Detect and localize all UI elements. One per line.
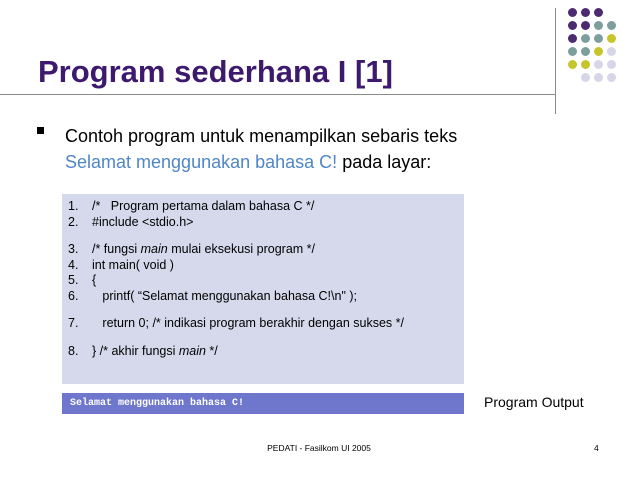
decorative-dot: [594, 60, 603, 69]
decorative-dot: [607, 60, 616, 69]
code-text: } /* akhir fungsi: [92, 343, 179, 358]
code-line: [68, 258, 464, 274]
decorative-dot: [607, 34, 616, 43]
code-line: [68, 242, 464, 258]
code-text-italic: main: [140, 242, 168, 256]
code-text: #include <stdio.h>: [92, 214, 194, 229]
code-text-italic: main: [178, 343, 206, 358]
highlighted-message: Selamat menggunakan bahasa C!: [65, 152, 338, 172]
line-number: 2.: [68, 214, 79, 229]
line-number: 5.: [68, 273, 79, 287]
decorative-dot: [581, 8, 590, 17]
decorative-dot: [607, 73, 616, 82]
title-underline: [0, 94, 555, 95]
decorative-dot: [594, 8, 603, 17]
decorative-dot: [568, 34, 577, 43]
page-number: 4: [594, 443, 599, 453]
decorative-dot: [568, 47, 577, 56]
decorative-dot-grid: [568, 8, 638, 98]
code-text: {: [92, 273, 97, 287]
decorative-dot: [594, 34, 603, 43]
decorative-dot: [581, 21, 590, 30]
code-line: [68, 289, 464, 305]
decorative-dot: [568, 60, 577, 69]
line-number: 3.: [68, 242, 79, 256]
decorative-dot: [594, 47, 603, 56]
program-output-label: Program Output: [484, 394, 584, 410]
line-number: 8.: [68, 343, 79, 358]
decorative-dot: [607, 21, 616, 30]
code-text: /* fungsi: [92, 242, 141, 256]
bullet-intro: Contoh program untuk menampilkan sebaris teks: [65, 126, 458, 146]
decorative-dot: [581, 34, 590, 43]
decorative-dot: [594, 21, 603, 30]
program-output-box: Selamat menggunakan bahasa C!: [62, 393, 464, 414]
line-number: 7.: [68, 316, 79, 330]
code-line: [68, 344, 464, 360]
decorative-dot: [594, 73, 603, 82]
code-text: mulai eksekusi program */: [167, 242, 316, 256]
bullet-square-icon: [37, 127, 44, 134]
decorative-dot: [568, 21, 577, 30]
code-text: printf( “Selamat menggunakan bahasa C!\n" );: [92, 288, 357, 303]
slide-title: Program sederhana I [1]: [38, 54, 393, 89]
decorative-dot: [607, 47, 616, 56]
vertical-divider: [555, 8, 556, 114]
code-text: int main( void ): [92, 257, 174, 272]
bullet-text: [65, 123, 545, 175]
decorative-dot: [568, 8, 577, 17]
line-number: 6.: [68, 288, 79, 303]
code-text: /* Program pertama dalam bahasa C */: [92, 199, 315, 213]
code-text: */: [205, 343, 218, 358]
code-listing: [62, 194, 464, 384]
code-line: [68, 215, 464, 231]
code-line: [68, 273, 464, 289]
decorative-dot: [581, 60, 590, 69]
bullet-suffix: pada layar:: [337, 152, 432, 172]
code-text: return 0; /* indikasi program berakhir dengan sukses */: [92, 316, 404, 330]
line-number: 1.: [68, 199, 79, 213]
line-number: 4.: [68, 257, 79, 272]
code-line: [68, 316, 464, 332]
slide-footer: PEDATI - Fasilkom UI 2005: [267, 443, 371, 453]
decorative-dot: [581, 73, 590, 82]
decorative-dot: [581, 47, 590, 56]
code-line: [68, 199, 464, 215]
